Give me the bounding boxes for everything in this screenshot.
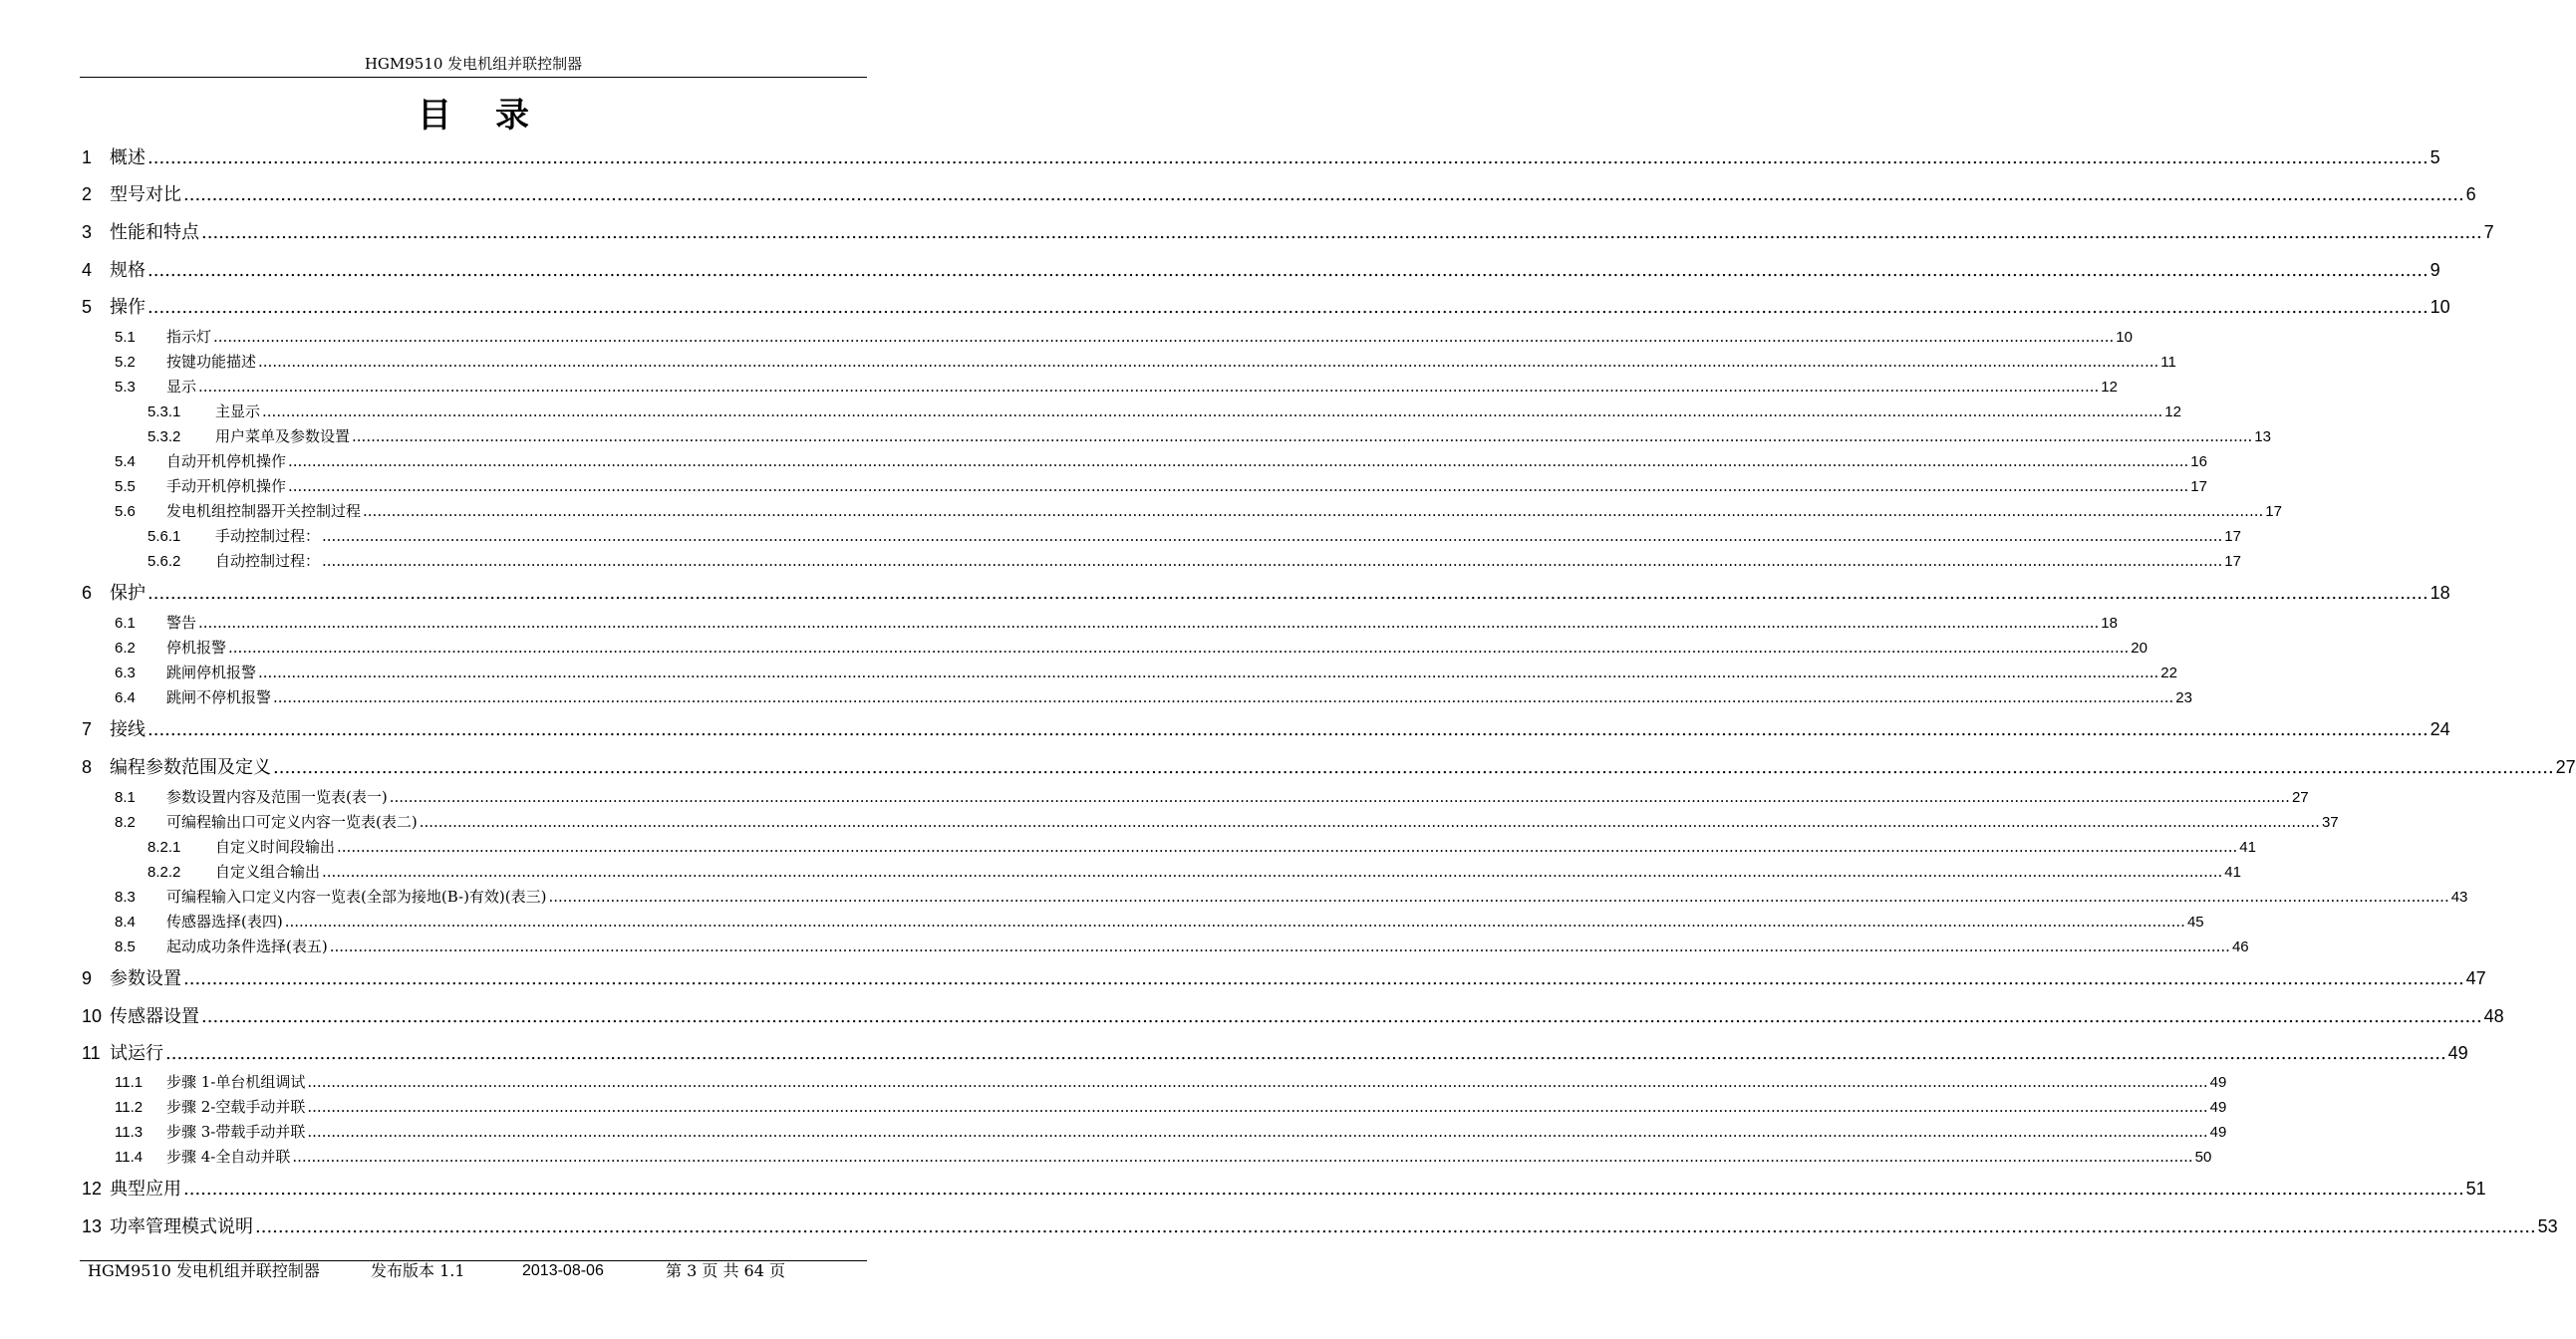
toc-entry-page: 9	[2430, 260, 2440, 280]
toc-entry-number: 6.2	[115, 640, 136, 657]
toc-entry-label: 传感器选择(表四)	[166, 913, 283, 931]
toc-entry-label: 可编程输入口定义内容一览表(全部为接地(B-)有效)(表三)	[166, 888, 547, 906]
toc-entry-number: 6.4	[115, 689, 136, 706]
toc-leader-dots: ................................................................................................................................................................................................................................................................................................................................................................................................................	[183, 184, 2464, 205]
toc-entry-page: 37	[2321, 814, 2339, 831]
toc-entry-page: 7	[2483, 222, 2494, 242]
toc-entry-page: 43	[2450, 889, 2468, 906]
toc-entry-number: 5	[82, 297, 93, 317]
toc-entry-label: 起动成功条件选择(表五)	[166, 937, 328, 955]
toc-entry[interactable]	[82, 352, 2176, 373]
toc-leader-dots: ................................................................................................................................................................................................................................................................................................................................................................................................................	[147, 297, 2429, 318]
toc-entry-label: 自动控制过程：	[215, 552, 321, 570]
toc-entry-label: 传感器设置	[110, 1006, 199, 1027]
toc-entry-label: 型号对比	[110, 184, 181, 205]
toc-entry-page: 17	[2224, 553, 2241, 570]
header-rule	[80, 77, 867, 78]
toc-entry-number: 5.6.2	[147, 553, 181, 570]
toc-leader-dots: ................................................................................................................................................................................................................................................................................................................................................................................................................	[419, 813, 2320, 831]
toc-leader-dots: ................................................................................................................................................................................................................................................................................................................................................................................................................	[228, 639, 2130, 657]
toc-entry-number: 8.2	[115, 814, 136, 831]
toc-entry-label: 功率管理模式说明	[110, 1216, 253, 1237]
toc-entry-number: 5.3	[115, 379, 136, 396]
toc-entry-label: 操作	[110, 297, 145, 318]
toc-entry-label: 概述	[110, 147, 145, 168]
toc-entry[interactable]	[82, 1072, 2227, 1093]
footer-version: 发布版本 1.1	[371, 1261, 465, 1280]
toc-entry-page: 51	[2465, 1179, 2486, 1199]
toc-entry-number: 5.6	[115, 503, 136, 520]
toc-entry-number: 8.2.2	[147, 864, 181, 881]
toc-entry-number: 8.3	[115, 889, 136, 906]
toc-entry-page: 49	[2209, 1099, 2227, 1116]
toc-entry[interactable]	[82, 295, 2450, 320]
toc-entry-page: 53	[2537, 1216, 2558, 1236]
toc-entry-label: 可编程输出口可定义内容一览表(表二)	[166, 813, 418, 831]
toc-entry-page: 17	[2190, 478, 2207, 495]
toc-entry-label: 步骤 2-空载手动并联	[166, 1098, 306, 1116]
toc-leader-dots: ................................................................................................................................................................................................................................................................................................................................................................................................................	[288, 477, 2189, 495]
toc-entry[interactable]	[82, 638, 2147, 659]
toc-entry[interactable]	[82, 182, 2476, 207]
toc-entry-number: 5.6.1	[147, 528, 181, 545]
toc-entry[interactable]	[82, 663, 2177, 683]
toc-entry-page: 49	[2209, 1074, 2227, 1091]
toc-entry-label: 规格	[110, 260, 145, 281]
toc-entry-number: 11	[82, 1043, 101, 1063]
toc-leader-dots: ................................................................................................................................................................................................................................................................................................................................................................................................................	[183, 968, 2464, 989]
toc-entry-page: 17	[2224, 528, 2241, 545]
toc-entry-number: 11.2	[115, 1099, 143, 1116]
toc-entry[interactable]	[82, 145, 2440, 170]
toc-entry-label: 手动控制过程：	[215, 527, 321, 545]
toc-entry-page: 18	[2101, 615, 2118, 632]
toc-entry[interactable]	[82, 1004, 2504, 1029]
toc-entry-label: 接线	[110, 719, 145, 740]
toc-entry-label: 参数设置内容及范围一览表(表一)	[166, 788, 388, 806]
toc-entry[interactable]	[82, 581, 2450, 606]
toc-entry-page: 41	[2224, 864, 2241, 881]
footer-date: 2013-08-06	[522, 1262, 604, 1279]
toc-leader-dots: ................................................................................................................................................................................................................................................................................................................................................................................................................	[147, 583, 2429, 604]
toc-entry[interactable]	[82, 613, 2118, 634]
toc-entry-number: 5.3.1	[147, 403, 181, 420]
toc-leader-dots: ................................................................................................................................................................................................................................................................................................................................................................................................................	[201, 1006, 2482, 1027]
toc-entry[interactable]	[82, 717, 2450, 742]
toc-entry-label: 编程参数范围及定义	[110, 757, 271, 778]
toc-entry-page: 49	[2447, 1043, 2468, 1063]
toc-entry-page: 18	[2430, 583, 2450, 603]
toc-entry[interactable]	[82, 551, 2241, 572]
toc-entry[interactable]	[82, 1177, 2486, 1202]
toc-entry[interactable]	[82, 1147, 2212, 1168]
toc-entry[interactable]	[82, 258, 2440, 283]
toc-leader-dots: ................................................................................................................................................................................................................................................................................................................................................................................................................	[273, 757, 2554, 778]
toc-entry-label: 试运行	[110, 1043, 163, 1064]
toc-entry[interactable]	[82, 937, 2249, 957]
toc-entry-label: 步骤 1-单台机组调试	[166, 1073, 306, 1091]
toc-entry-number: 4	[82, 260, 93, 280]
toc-entry[interactable]	[82, 426, 2271, 447]
toc-entry-page: 22	[2160, 665, 2177, 681]
toc-entry[interactable]	[82, 687, 2192, 708]
toc-leader-dots: ................................................................................................................................................................................................................................................................................................................................................................................................................	[147, 260, 2429, 281]
toc-leader-dots: ................................................................................................................................................................................................................................................................................................................................................................................................................	[292, 1148, 2193, 1166]
toc-entry-page: 11	[2160, 354, 2176, 371]
toc-entry[interactable]	[82, 755, 2576, 780]
toc-leader-dots: ................................................................................................................................................................................................................................................................................................................................................................................................................	[337, 838, 2238, 856]
toc-entry-label: 自定义组合输出	[215, 863, 321, 881]
toc-entry-page: 13	[2254, 428, 2271, 445]
toc-entry-label: 发电机组控制器开关控制过程	[166, 502, 362, 520]
toc-entry[interactable]	[82, 402, 2181, 422]
toc-leader-dots: ................................................................................................................................................................................................................................................................................................................................................................................................................	[284, 913, 2185, 931]
toc-entry-number: 5.2	[115, 354, 136, 371]
toc-leader-dots: ................................................................................................................................................................................................................................................................................................................................................................................................................	[198, 614, 2100, 632]
toc-entry[interactable]	[82, 837, 2256, 858]
header-title: HGM9510 发电机组并联控制器	[364, 55, 583, 73]
toc-leader-dots: ................................................................................................................................................................................................................................................................................................................................................................................................................	[273, 688, 2174, 706]
toc-leader-dots: ................................................................................................................................................................................................................................................................................................................................................................................................................	[322, 552, 2223, 570]
toc-entry[interactable]	[82, 451, 2207, 472]
toc-leader-dots: ................................................................................................................................................................................................................................................................................................................................................................................................................	[389, 788, 2290, 806]
toc-entry[interactable]	[82, 526, 2241, 547]
toc-leader-dots: ................................................................................................................................................................................................................................................................................................................................................................................................................	[198, 378, 2100, 396]
toc-entry-number: 5.5	[115, 478, 136, 495]
toc-entry-number: 5.3.2	[147, 428, 181, 445]
page-header	[80, 54, 867, 74]
toc-entry[interactable]	[82, 501, 2282, 522]
toc-entry-label: 停机报警	[166, 639, 227, 657]
toc-entry-label: 性能和特点	[110, 222, 199, 243]
toc-entry-page: 12	[2164, 403, 2181, 420]
toc-entry-number: 9	[82, 968, 93, 988]
toc-leader-dots: ................................................................................................................................................................................................................................................................................................................................................................................................................	[322, 863, 2223, 881]
toc-entry-page: 46	[2231, 938, 2249, 955]
toc-leader-dots: ................................................................................................................................................................................................................................................................................................................................................................................................................	[262, 402, 2163, 420]
toc-entry-number: 8.1	[115, 789, 136, 806]
toc-entry-label: 自定义时间段输出	[215, 838, 336, 856]
toc-entry[interactable]	[82, 377, 2118, 398]
toc-entry-page: 16	[2190, 453, 2207, 470]
toc-entry-label: 按键功能描述	[166, 353, 257, 371]
toc-entry[interactable]	[82, 476, 2207, 497]
toc-leader-dots: ................................................................................................................................................................................................................................................................................................................................................................................................................	[165, 1043, 2446, 1064]
toc-entry-number: 12	[82, 1179, 103, 1199]
footer-product: HGM9510 发电机组并联控制器	[88, 1261, 320, 1280]
toc-entry-label: 典型应用	[110, 1179, 181, 1200]
toc-entry-page: 50	[2194, 1149, 2212, 1166]
toc-entry-page: 24	[2430, 719, 2450, 739]
toc-leader-dots: ................................................................................................................................................................................................................................................................................................................................................................................................................	[352, 427, 2253, 445]
toc-leader-dots: ................................................................................................................................................................................................................................................................................................................................................................................................................	[548, 888, 2449, 906]
toc-entry-number: 8.4	[115, 914, 136, 931]
toc-leader-dots: ................................................................................................................................................................................................................................................................................................................................................................................................................	[363, 502, 2264, 520]
toc-entry-page: 41	[2239, 839, 2256, 856]
toc-entry-page: 49	[2209, 1124, 2227, 1141]
toc-entry-page: 10	[2430, 297, 2450, 317]
toc-entry-label: 手动开机停机操作	[166, 477, 287, 495]
toc-entry-page: 48	[2483, 1006, 2504, 1026]
toc-entry-label: 参数设置	[110, 968, 181, 989]
toc-entry-label: 步骤 3-带载手动并联	[166, 1123, 306, 1141]
toc-leader-dots: ................................................................................................................................................................................................................................................................................................................................................................................................................	[201, 222, 2482, 243]
toc-entry[interactable]	[82, 1214, 2558, 1239]
toc-entry[interactable]	[82, 787, 2309, 808]
toc-leader-dots: ................................................................................................................................................................................................................................................................................................................................................................................................................	[183, 1179, 2464, 1200]
toc-leader-dots: ................................................................................................................................................................................................................................................................................................................................................................................................................	[322, 527, 2223, 545]
toc-entry-label: 警告	[166, 614, 197, 632]
toc-entry[interactable]	[82, 220, 2494, 245]
toc-entry-label: 跳闸停机报警	[166, 664, 257, 681]
toc-entry-label: 显示	[166, 378, 197, 396]
toc-entry[interactable]	[82, 327, 2133, 348]
toc-entry-page: 12	[2101, 379, 2118, 396]
toc-entry[interactable]	[82, 966, 2486, 991]
toc-entry-number: 7	[82, 719, 93, 739]
toc-leader-dots: ................................................................................................................................................................................................................................................................................................................................................................................................................	[258, 664, 2159, 681]
toc-entry-number: 6.3	[115, 665, 136, 681]
toc-entry-page: 23	[2175, 689, 2192, 706]
toc-leader-dots: ................................................................................................................................................................................................................................................................................................................................................................................................................	[213, 328, 2115, 346]
toc-entry-page: 27	[2291, 789, 2309, 806]
toc-leader-dots: ................................................................................................................................................................................................................................................................................................................................................................................................................	[329, 937, 2230, 955]
toc-entry[interactable]	[82, 1041, 2468, 1066]
toc-entry-number: 5.4	[115, 453, 136, 470]
toc-entry-number: 3	[82, 222, 93, 242]
toc-entry-label: 用户菜单及参数设置	[215, 427, 351, 445]
toc-entry-label: 指示灯	[166, 328, 212, 346]
toc-entry-page: 20	[2131, 640, 2147, 657]
toc-entry-number: 11.3	[115, 1124, 143, 1141]
toc-leader-dots: ................................................................................................................................................................................................................................................................................................................................................................................................................	[307, 1098, 2208, 1116]
toc-leader-dots: ................................................................................................................................................................................................................................................................................................................................................................................................................	[307, 1073, 2208, 1091]
toc-entry[interactable]	[82, 1122, 2227, 1143]
toc-entry[interactable]	[82, 812, 2339, 833]
toc-entry-page: 47	[2465, 968, 2486, 988]
toc-entry-label: 自动开机停机操作	[166, 452, 287, 470]
toc-entry[interactable]	[82, 912, 2204, 933]
toc-entry-number: 13	[82, 1216, 103, 1236]
toc-leader-dots: ................................................................................................................................................................................................................................................................................................................................................................................................................	[288, 452, 2189, 470]
toc-entry-page: 5	[2430, 147, 2440, 167]
toc-entry-number: 11.4	[115, 1149, 143, 1166]
toc-entry-number: 1	[82, 147, 93, 167]
toc-entry-number: 11.1	[115, 1074, 143, 1091]
toc-entry-number: 2	[82, 184, 93, 204]
toc-entry-page: 45	[2186, 914, 2204, 931]
toc-entry-number: 8.2.1	[147, 839, 181, 856]
toc-entry-number: 6	[82, 583, 93, 603]
toc-entry-page: 6	[2465, 184, 2476, 204]
toc-title: 目录	[418, 96, 573, 135]
toc-entry-number: 8.5	[115, 938, 136, 955]
footer-page-info: 第 3 页 共 64 页	[666, 1261, 785, 1280]
toc-entry-label: 跳闸不停机报警	[166, 688, 272, 706]
toc-entry[interactable]	[82, 1097, 2227, 1118]
toc-entry-page: 27	[2555, 757, 2576, 777]
toc-entry[interactable]	[82, 862, 2241, 883]
toc-entry-number: 10	[82, 1006, 103, 1026]
toc-leader-dots: ................................................................................................................................................................................................................................................................................................................................................................................................................	[307, 1123, 2208, 1141]
toc-entry-label: 保护	[110, 583, 145, 604]
toc-entry-page: 10	[2116, 329, 2133, 346]
toc-entry-label: 主显示	[215, 402, 261, 420]
toc-entry-number: 5.1	[115, 329, 136, 346]
toc-leader-dots: ................................................................................................................................................................................................................................................................................................................................................................................................................	[147, 147, 2429, 168]
toc-entry-number: 8	[82, 757, 93, 777]
toc-leader-dots: ................................................................................................................................................................................................................................................................................................................................................................................................................	[147, 719, 2429, 740]
toc-entry-label: 步骤 4-全自动并联	[166, 1148, 291, 1166]
toc-entry-page: 17	[2265, 503, 2282, 520]
toc-entry-number: 6.1	[115, 615, 136, 632]
toc-entry[interactable]	[82, 887, 2468, 908]
toc-leader-dots: ................................................................................................................................................................................................................................................................................................................................................................................................................	[255, 1216, 2536, 1237]
toc-leader-dots: ................................................................................................................................................................................................................................................................................................................................................................................................................	[258, 353, 2159, 371]
